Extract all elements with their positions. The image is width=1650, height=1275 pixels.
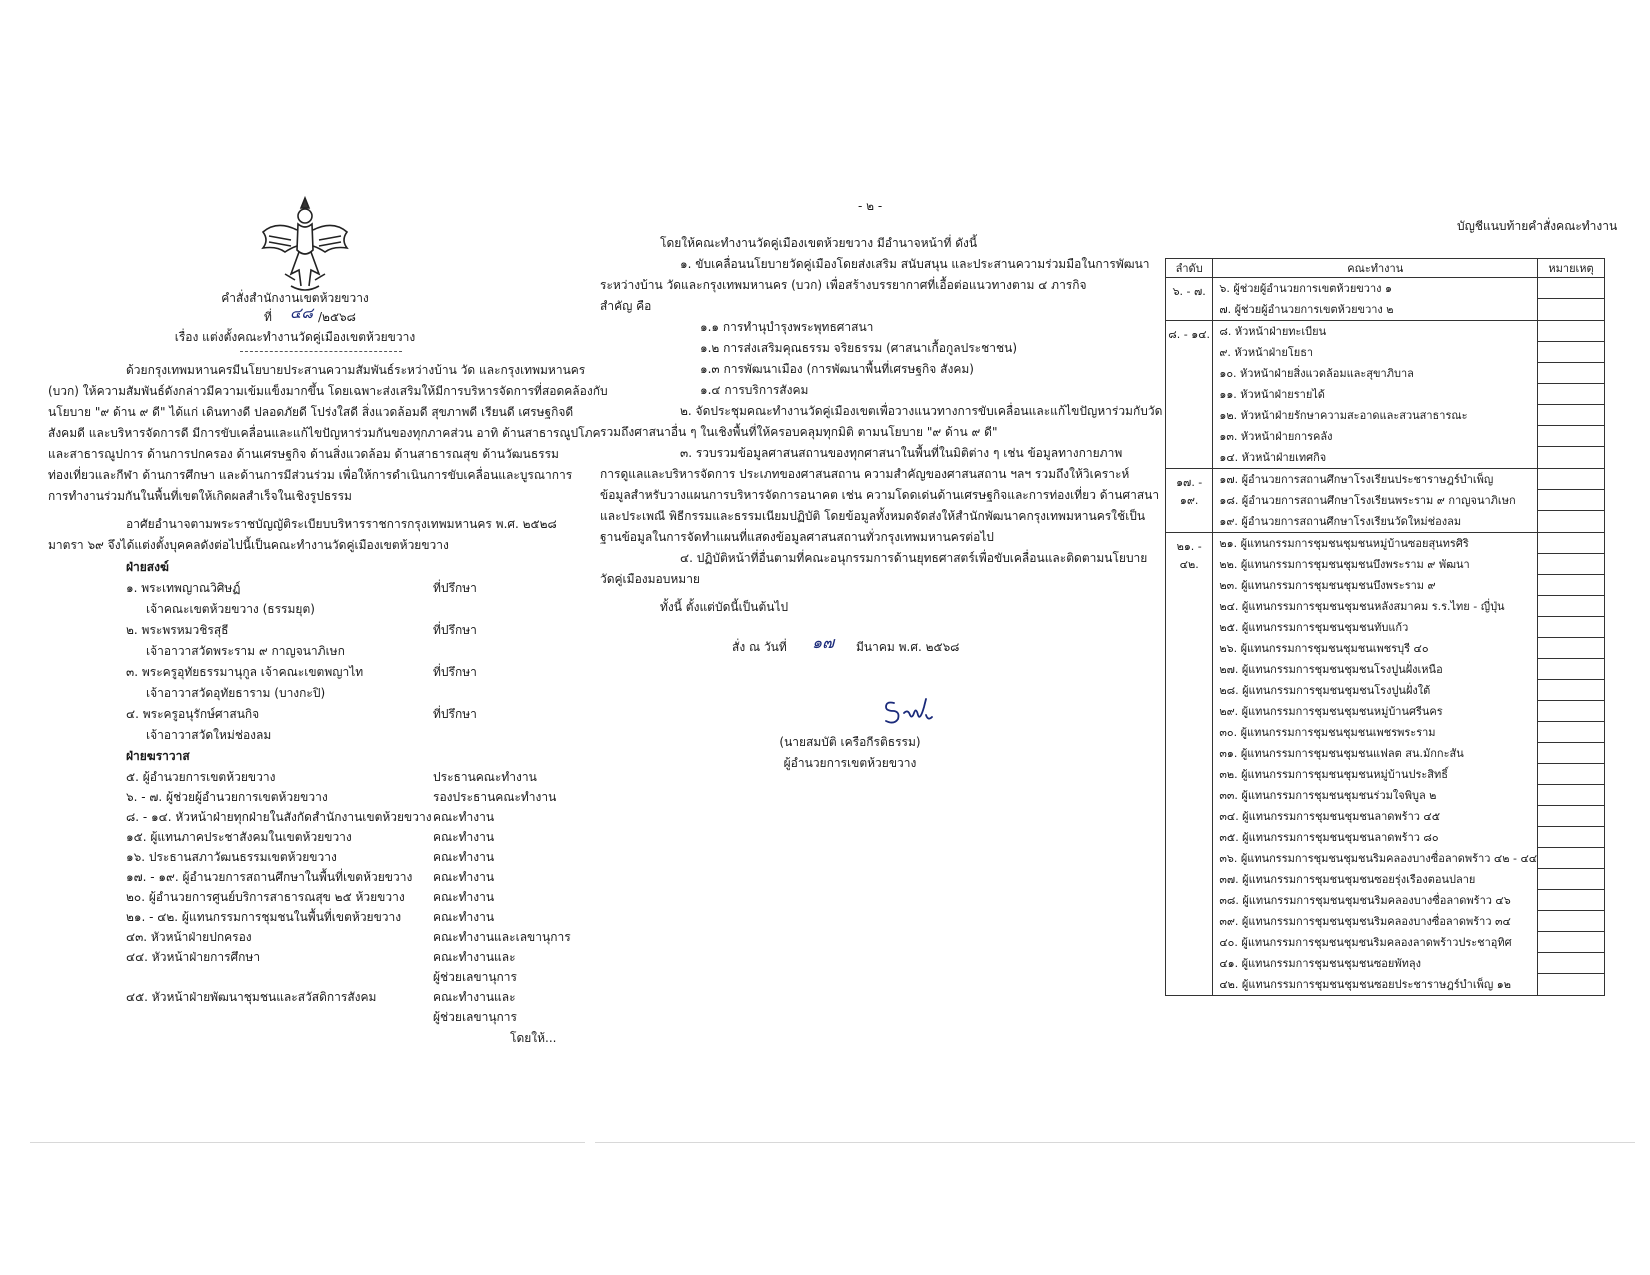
duty-line: ๑. ขับเคลื่อนนโยบายวัดคู่เมืองโดยส่งเสริม สนับสนุน และประสานความร่วมมือในการพัฒนา: [680, 257, 1150, 271]
member-item: ๑๐. หัวหน้าฝ่ายสิ่งแวดล้อมและสุขาภิบาล: [1219, 367, 1414, 380]
duty-line: ฐานข้อมูลในการจัดทำแผนที่แสดงข้อมูลศาสนสถานทั่วกรุงเทพมหานครต่อไป: [600, 530, 994, 544]
member-item: ๑๗. ผู้อำนวยการสถานศึกษาโรงเรียนประชาราษฎร์บำเพ็ญ: [1219, 473, 1494, 486]
intro-line: (บวก) ให้ความสัมพันธ์ดังกล่าวมีความเข้มแข็งมากขึ้น โดยเฉพาะส่งเสริมให้มีการบริหารจัดการที่สอดคล้องกับ: [48, 384, 608, 398]
member-role: คณะทำงาน: [433, 850, 495, 864]
group-members: [1213, 321, 1538, 469]
member-name: ๖. - ๗. ผู้ช่วยผู้อำนวยการเขตห้วยขวาง: [126, 790, 328, 804]
member-item: ๒๒. ผู้แทนกรรมการชุมชนชุมชนบึงพระราม ๙ พัฒนา: [1219, 558, 1470, 571]
member-item: ๒๕. ผู้แทนกรรมการชุมชนชุมชนทับแก้ว: [1219, 621, 1409, 634]
member-role: ที่ปรึกษา: [433, 623, 477, 637]
duty-line: ๒. จัดประชุมคณะทำงานวัดคู่เมืองเขตเพื่อวางแนวทางการขับเคลื่อนและแก้ไขปัญหาร่วมกับวัด: [680, 404, 1163, 418]
member-position: เจ้าอาวาสวัดใหม่ช่องลม: [146, 728, 272, 742]
lay-heading: ฝ่ายฆราวาส: [126, 749, 190, 763]
member-item: ๒๙. ผู้แทนกรรมการชุมชนชุมชนหมู่บ้านศรีนคร: [1219, 705, 1443, 718]
member-name: ๔๕. หัวหน้าฝ่ายพัฒนาชุมชนและสวัสดิการสังคม: [126, 990, 377, 1004]
member-position: เจ้าอาวาสวัดอุทัยธาราม (บางกะปิ): [146, 686, 326, 700]
effective-statement: ทั้งนี้ ตั้งแต่บัดนี้เป็นต้นไป: [660, 600, 789, 614]
member-item: ๗. ผู้ช่วยผู้อำนวยการเขตห้วยขวาง ๒: [1219, 303, 1394, 316]
remarks-cell: [1538, 278, 1605, 321]
group-members: [1213, 278, 1538, 321]
table-row: [1166, 469, 1605, 533]
member-position: เจ้าอาวาสวัดพระราม ๙ กาญจนาภิเษก: [146, 644, 345, 658]
member-role: คณะทำงาน: [433, 810, 495, 824]
member-role: ที่ปรึกษา: [433, 707, 477, 721]
member-role: คณะทำงาน: [433, 830, 495, 844]
intro-line: สังคมดี และบริหารจัดการดี มีการขับเคลื่อนและแก้ไขปัญหาร่วมกันของทุกภาคส่วน อาทิ ด้านสาธารณูปโภค: [48, 426, 601, 440]
order-number-handwritten: ๔๘: [290, 304, 313, 322]
member-item: ๒๓. ผู้แทนกรรมการชุมชนชุมชนบึงพระราม ๙: [1219, 579, 1436, 592]
member-item: ๔๑. ผู้แทนกรรมการชุมชนชุมชนซอยพัทลุง: [1219, 957, 1421, 970]
page-3-bottom-edge: [1165, 1142, 1635, 1143]
member-item: ๓๕. ผู้แทนกรรมการชุมชนชุมชนลาดพร้าว ๘๐: [1219, 831, 1439, 844]
remarks-cell: [1538, 533, 1605, 996]
group-range: ๒๑. - ๔๒.: [1166, 533, 1213, 996]
order-date-suffix: มีนาคม พ.ศ. ๒๕๖๘: [856, 640, 960, 654]
member-item: ๘. หัวหน้าฝ่ายทะเบียน: [1219, 325, 1327, 338]
group-members: [1213, 533, 1538, 996]
member-name: ๒๐. ผู้อำนวยการศูนย์บริการสาธารณสุข ๒๕ ห้วยขวาง: [126, 890, 405, 904]
duty-line: ๔. ปฏิบัติหน้าที่อื่นตามที่คณะอนุกรรมการด้านยุทธศาสตร์เพื่อขับเคลื่อนและติดตามนโยบาย: [680, 551, 1148, 565]
duty-line: และประเพณี พิธีกรรมและธรรมเนียมปฏิบัติ โดยข้อมูลทั้งหมดจัดส่งให้สำนักพัฒนาคกรุงเทพมหานครใช้เป็น: [600, 509, 1146, 523]
member-name: ๘. - ๑๔. หัวหน้าฝ่ายทุกฝ่ายในสังกัดสำนักงานเขตห้วยขวาง: [126, 810, 432, 824]
member-item: ๒๑. ผู้แทนกรรมการชุมชนชุมชนหมู่บ้านซอยสุนทรศิริ: [1219, 537, 1469, 550]
signer-name: (นายสมบัติ เครือกีรติธรรม): [779, 735, 921, 749]
member-item: ๓๓. ผู้แทนกรรมการชุมชนชุมชนร่วมใจพิบูล ๒: [1219, 789, 1437, 802]
handwritten-signature: [880, 695, 940, 729]
duty-line: สำคัญ คือ: [600, 299, 652, 313]
member-item: ๖. ผู้ช่วยผู้อำนวยการเขตห้วยขวาง ๑: [1219, 282, 1392, 295]
page-2-bottom-edge: [595, 1142, 1165, 1143]
remarks-cell: [1538, 469, 1605, 533]
member-role: คณะทำงาน: [433, 870, 495, 884]
sangha-heading: ฝ่ายสงฆ์: [126, 560, 169, 574]
intro-line: ท่องเที่ยวและกีฬา ด้านการศึกษา และด้านการมีส่วนร่วม เพื่อให้การดำเนินการขับเคลื่อนและบูรณาการ: [48, 468, 573, 482]
table-row: [1166, 278, 1605, 321]
remarks-cell: [1538, 321, 1605, 469]
group-range: ๑๗. - ๑๙.: [1166, 469, 1213, 533]
column-header-committee: คณะทำงาน: [1213, 259, 1538, 278]
member-role: ที่ปรึกษา: [433, 581, 477, 595]
duty-line: วัดคู่เมืองมอบหมาย: [600, 572, 700, 586]
member-item: ๙. หัวหน้าฝ่ายโยธา: [1219, 346, 1314, 359]
order-date-prefix: สั่ง ณ วันที่: [732, 640, 787, 654]
duties-intro: โดยให้คณะทำงานวัดคู่เมืองเขตห้วยขวาง มีอำนาจหน้าที่ ดังนี้: [660, 236, 978, 250]
column-header-remarks: หมายเหตุ: [1538, 259, 1605, 278]
duty-line: ระหว่างบ้าน วัดและกรุงเทพมหานคร (บวก) เพื่อสร้างบรรยากาศที่เอื้อต่อแนวทางตาม ๔ ภารกิจ: [600, 278, 1087, 292]
table-row: [1166, 533, 1605, 996]
order-date-day-handwritten: ๑๗: [812, 633, 835, 652]
table-row: [1166, 321, 1605, 469]
duty-line: ข้อมูลสำหรับวางแผนการบริหารจัดการอนาคต เช่น ความโดดเด่นด้านเศรษฐกิจและการท่องเที่ยว ด้านศาสนา: [600, 488, 1160, 502]
member-role: คณะทำงานและ: [433, 950, 516, 964]
member-role: คณะทำงานและเลขานุการ: [433, 930, 571, 944]
subduty: ๑.๔ การบริการสังคม: [700, 383, 809, 397]
committee-table: [1165, 258, 1605, 996]
member-role: คณะทำงาน: [433, 910, 495, 924]
member-item: ๑๒. หัวหน้าฝ่ายรักษาความสะอาดและสวนสาธารณะ: [1219, 409, 1468, 422]
member-item: ๓๔. ผู้แทนกรรมการชุมชนชุมชนลาดพร้าว ๔๕: [1219, 810, 1441, 823]
signer-title: ผู้อำนวยการเขตห้วยขวาง: [783, 756, 917, 770]
member-name: ๒. พระพรหมวชิรสุธี: [126, 623, 229, 637]
member-item: ๓๗. ผู้แทนกรรมการชุมชนชุมชนซอยรุ่งเรืองตอนปลาย: [1219, 873, 1476, 886]
continue-marker: โดยให้...: [510, 1031, 557, 1045]
subduty: ๑.๓ การพัฒนาเมือง (การพัฒนาพื้นที่เศรษฐกิจ สังคม): [700, 362, 974, 376]
member-name: ๓. พระครูอุทัยธรรมานุกูล เจ้าคณะเขตพญาไท: [126, 665, 364, 679]
page-1-bottom-edge: [30, 1142, 585, 1143]
member-role: ที่ปรึกษา: [433, 665, 477, 679]
order-subject: เรื่อง แต่งตั้งคณะทำงานวัดคู่เมืองเขตห้วยขวาง: [174, 330, 416, 344]
group-range: ๘. - ๑๔.: [1166, 321, 1213, 469]
annex-title: บัญชีแนบท้ายคำสั่งคณะทำงาน: [1457, 219, 1618, 233]
intro-line: นโยบาย "๙ ด้าน ๙ ดี" ได้แก่ เดินทางดี ปลอดภัยดี โปร่งใสดี สิ่งแวดล้อมดี สุขภาพดี เรียนดี เศรษฐกิจดี: [48, 405, 574, 419]
duty-line: รวมถึงศาสนาอื่น ๆ ในเชิงพื้นที่ให้ครอบคลุมทุกมิติ ตามนโยบาย "๙ ด้าน ๙ ดี": [600, 425, 998, 439]
member-item: ๑๑. หัวหน้าฝ่ายรายได้: [1219, 388, 1325, 401]
member-role-cont: ผู้ช่วยเลขานุการ: [433, 1010, 517, 1024]
member-item: ๓๑. ผู้แทนกรรมการชุมชนชุมชนแฟลต สน.มักกะสัน: [1219, 747, 1464, 760]
page-number: - ๒ -: [858, 199, 883, 213]
member-item: ๑๘. ผู้อำนวยการสถานศึกษาโรงเรียนพระราม ๙ กาญจนาภิเษก: [1219, 494, 1516, 507]
member-item: ๒๘. ผู้แทนกรรมการชุมชนชุมชนโรงปูนฝั่งใต้: [1219, 684, 1431, 697]
member-item: ๑๔. หัวหน้าฝ่ายเทศกิจ: [1219, 451, 1327, 464]
table-header-row: [1166, 259, 1605, 278]
member-name: ๑๗. - ๑๙. ผู้อำนวยการสถานศึกษาในพื้นที่เขตห้วยขวาง: [126, 870, 413, 884]
column-header-order: ลำดับ: [1166, 259, 1213, 278]
member-role: คณะทำงานและ: [433, 990, 516, 1004]
duty-line: การดูแลและบริหารจัดการ ประเภทของศาสนสถาน ความสำคัญของศาสนสถาน ฯลฯ รวมถึงให้วิเคราะห์: [600, 467, 1130, 481]
intro-line: และสาธารณูปการ ด้านการปกครอง ด้านเศรษฐกิจ ด้านสิ่งแวดล้อม ด้านสาธารณสุข ด้านวัฒนธรรม: [48, 447, 559, 461]
member-item: ๓๒. ผู้แทนกรรมการชุมชนชุมชนหมู่บ้านประสิทธิ์: [1219, 768, 1448, 781]
member-name: ๒๑. - ๔๒. ผู้แทนกรรมการชุมชนในพื้นที่เขตห้วยขวาง: [126, 910, 402, 924]
page-1: [0, 0, 608, 1275]
order-number-suffix: /๒๕๖๘: [318, 310, 356, 324]
order-title: คำสั่งสำนักงานเขตห้วยขวาง: [221, 291, 369, 305]
member-name: ๑๖. ประธานสภาวัฒนธรรมเขตห้วยขวาง: [126, 850, 337, 864]
member-role: ประธานคณะทำงาน: [433, 770, 537, 784]
member-role: คณะทำงาน: [433, 890, 495, 904]
authority-line: มาตรา ๖๙ จึงได้แต่งตั้งบุคคลดังต่อไปนี้เป็นคณะทำงานวัดคู่เมืองเขตห้วยขวาง: [48, 538, 449, 552]
member-item: ๓๖. ผู้แทนกรรมการชุมชนชุมชนริมคลองบางซื่อลาดพร้าว ๔๒ - ๔๔: [1219, 852, 1538, 865]
member-item: ๓๙. ผู้แทนกรรมการชุมชนชุมชนริมคลองบางซื่อลาดพร้าว ๓๔: [1219, 915, 1511, 928]
member-name: ๔๓. หัวหน้าฝ่ายปกครอง: [126, 930, 252, 944]
member-role: รองประธานคณะทำงาน: [433, 790, 557, 804]
duty-line: ๓. รวบรวมข้อมูลศาสนสถานของทุกศาสนาในพื้นที่ในมิติต่าง ๆ เช่น ข้อมูลทางกายภาพ: [680, 446, 1123, 460]
member-item: ๓๘. ผู้แทนกรรมการชุมชนชุมชนริมคลองบางซื่อลาดพร้าว ๔๖: [1219, 894, 1511, 907]
subduty: ๑.๒ การส่งเสริมคุณธรรม จริยธรรม (ศาสนาเกื้อกูลประชาชน): [700, 341, 1018, 355]
intro-line: การทำงานร่วมกันในพื้นที่เขตให้เกิดผลสำเร็จในเชิงรูปธรรม: [48, 489, 352, 503]
member-name: ๔๔. หัวหน้าฝ่ายการศึกษา: [126, 950, 261, 964]
authority-line: อาศัยอำนาจตามพระราชบัญญัติระเบียบบริหารราชการกรุงเทพมหานคร พ.ศ. ๒๕๒๘: [126, 517, 557, 531]
member-name: ๔. พระครูอนุรักษ์ศาสนกิจ: [126, 707, 260, 721]
member-item: ๒๗. ผู้แทนกรรมการชุมชนชุมชนโรงปูนฝั่งเหนือ: [1219, 663, 1443, 676]
member-role-cont: ผู้ช่วยเลขานุการ: [433, 970, 517, 984]
member-item: ๑๓. หัวหน้าฝ่ายการคลัง: [1219, 430, 1333, 443]
order-number-prefix: ที่: [264, 310, 272, 324]
member-item: ๔๒. ผู้แทนกรรมการชุมชนชุมชนซอยประชาราษฎร์บำเพ็ญ ๑๒: [1219, 978, 1511, 991]
member-name: ๕. ผู้อำนวยการเขตห้วยขวาง: [126, 770, 276, 784]
member-item: ๒๔. ผู้แทนกรรมการชุมชนชุมชนหลังสมาคม ร.ร.ไทย - ญี่ปุ่น: [1219, 600, 1505, 613]
subduty: ๑.๑ การทำนุบำรุงพระพุทธศาสนา: [700, 320, 874, 334]
page-2: [600, 0, 1163, 1275]
member-position: เจ้าคณะเขตห้วยขวาง (ธรรมยุต): [146, 602, 315, 616]
subject-divider: [240, 351, 402, 352]
member-item: ๓๐. ผู้แทนกรรมการชุมชนชุมชนเพชรพระราม: [1219, 726, 1436, 739]
garuda-emblem-icon: [255, 190, 355, 300]
member-name: ๑๕. ผู้แทนภาคประชาสังคมในเขตห้วยขวาง: [126, 830, 352, 844]
group-range: ๖. - ๗.: [1166, 278, 1213, 321]
intro-line: ด้วยกรุงเทพมหานครมีนโยบายประสานความสัมพันธ์ระหว่างบ้าน วัด และกรุงเทพมหานคร: [126, 363, 586, 377]
member-item: ๑๙. ผู้อำนวยการสถานศึกษาโรงเรียนวัดใหม่ช่องลม: [1219, 515, 1462, 528]
group-members: [1213, 469, 1538, 533]
member-name: ๑. พระเทพญาณวิศิษฏ์: [126, 581, 241, 595]
member-item: ๒๖. ผู้แทนกรรมการชุมชนชุมชนเพชรบุรี ๔๐: [1219, 642, 1429, 655]
member-item: ๔๐. ผู้แทนกรรมการชุมชนชุมชนริมคลองลาดพร้าวประชาอุทิศ: [1219, 936, 1512, 949]
